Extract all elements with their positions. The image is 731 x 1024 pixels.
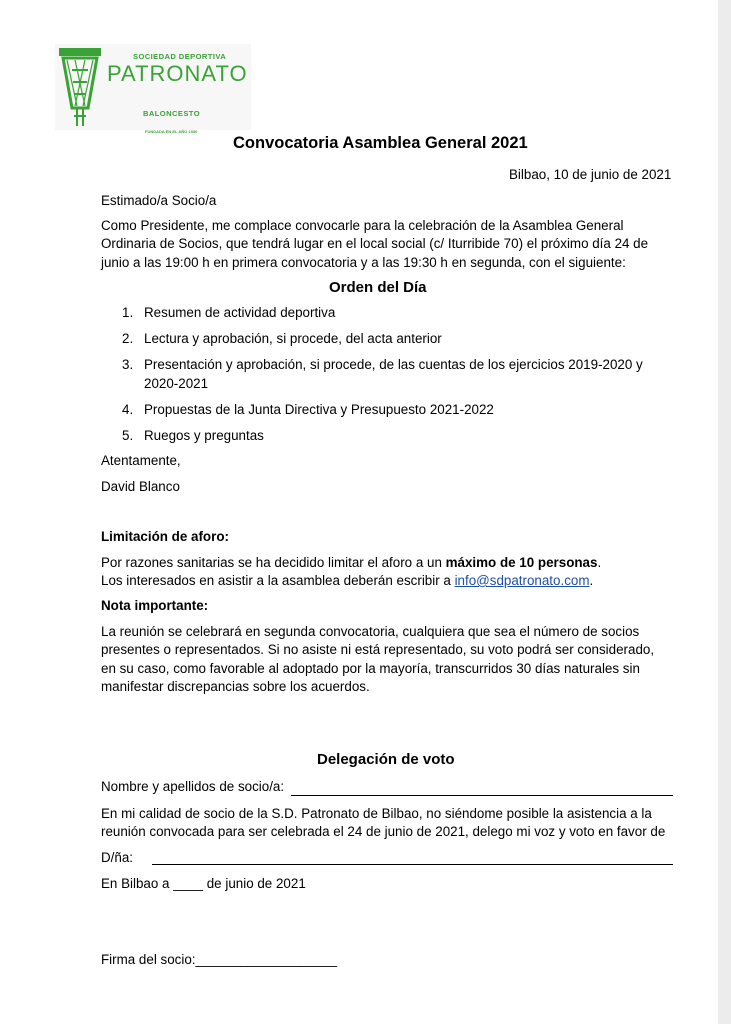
basketball-net-icon [57,46,103,130]
limit-line-1: Por razones sanitarias se ha decidido limitar el aforo a un máximo de 10 personas. [101,555,602,570]
club-logo [55,44,251,134]
delegation-text-line-2: reunión convocada para ser celebrada el 24 de junio de 2021, delego mi voz y voto en favor de [101,824,666,839]
limit-line-2: Los interesados en asistir a la asamblea deberán escribir a info@sdpatronato.com. [101,573,594,588]
document-title: Convocatoria Asamblea General 2021 [233,134,528,152]
delegation-title: Delegación de voto [317,751,455,768]
document-date: Bilbao, 10 de junio de 2021 [509,167,672,182]
intro-line-2: Ordinaria de Socios, que tendrá lugar en el local social (c/ Iturribide 70) el próximo día 24 de [101,236,649,251]
closing: Atentamente, [101,453,181,468]
agenda-item: 5. Ruegos y preguntas [122,428,264,443]
delegate-name-line[interactable] [152,864,673,865]
intro-line-3: junio a las 19:00 h en primera convocatoria y a las 19:30 h en segunda, con el siguiente: [101,255,626,270]
place-date-line: En Bilbao a ____ de junio de 2021 [101,876,306,891]
note-line-2: presentes o representados. Si no asiste ni está representado, su voto podrá ser considerado, [101,642,655,657]
agenda-item: 3. Presentación y aprobación, si procede, de las cuentas de los ejercicios 2019-2020 y 2020-2021 [122,357,643,391]
greeting: Estimado/a Socio/a [101,193,217,208]
agenda-title: Orden del Día [329,279,427,296]
note-heading: Nota importante: [101,598,209,613]
note-line-3: en su caso, como favorable al adoptado por la mayoría, transcurridos 30 días naturales sin [101,661,640,676]
logo-name: PATRONATO [107,61,248,86]
logo-founded: FUNDADA EN EL AÑO 1930 [145,129,198,134]
intro-line-1: Como Presidente, me complace convocarle para la celebración de la Asamblea General [101,218,624,233]
note-line-4: manifestar discrepancias sobre los acuerdos. [101,679,370,694]
note-line-1: La reunión se celebrará en segunda convocatoria, cualquiera que sea el número de socios [101,624,640,639]
agenda-list [101,303,661,452]
agenda-item: 1. Resumen de actividad deportiva [122,305,336,320]
agenda-item: 2. Lectura y aprobación, si procede, del acta anterior [122,331,442,346]
signature-label: Firma del socio:___________________ [101,952,338,967]
member-name-line[interactable] [291,795,673,796]
email-link[interactable]: info@sdpatronato.com [454,573,590,588]
signature-blank[interactable]: ___________________ [195,952,338,967]
delegation-text-line-1: En mi calidad de socio de la S.D. Patronato de Bilbao, no siéndome posible la asistencia a la [101,806,652,821]
agenda-item: 4. Propuestas de la Junta Directiva y Presupuesto 2021-2022 [122,402,494,417]
signer-name: David Blanco [101,479,180,494]
logo-subtitle-top: SOCIEDAD DEPORTIVA [133,52,227,61]
member-name-label: Nombre y apellidos de socio/a: [101,779,285,794]
limit-heading: Limitación de aforo: [101,529,229,544]
day-blank[interactable]: ____ [173,876,204,891]
logo-subtitle-bottom: BALONCESTO [143,109,201,118]
delegate-label: D/ña: [101,850,134,865]
